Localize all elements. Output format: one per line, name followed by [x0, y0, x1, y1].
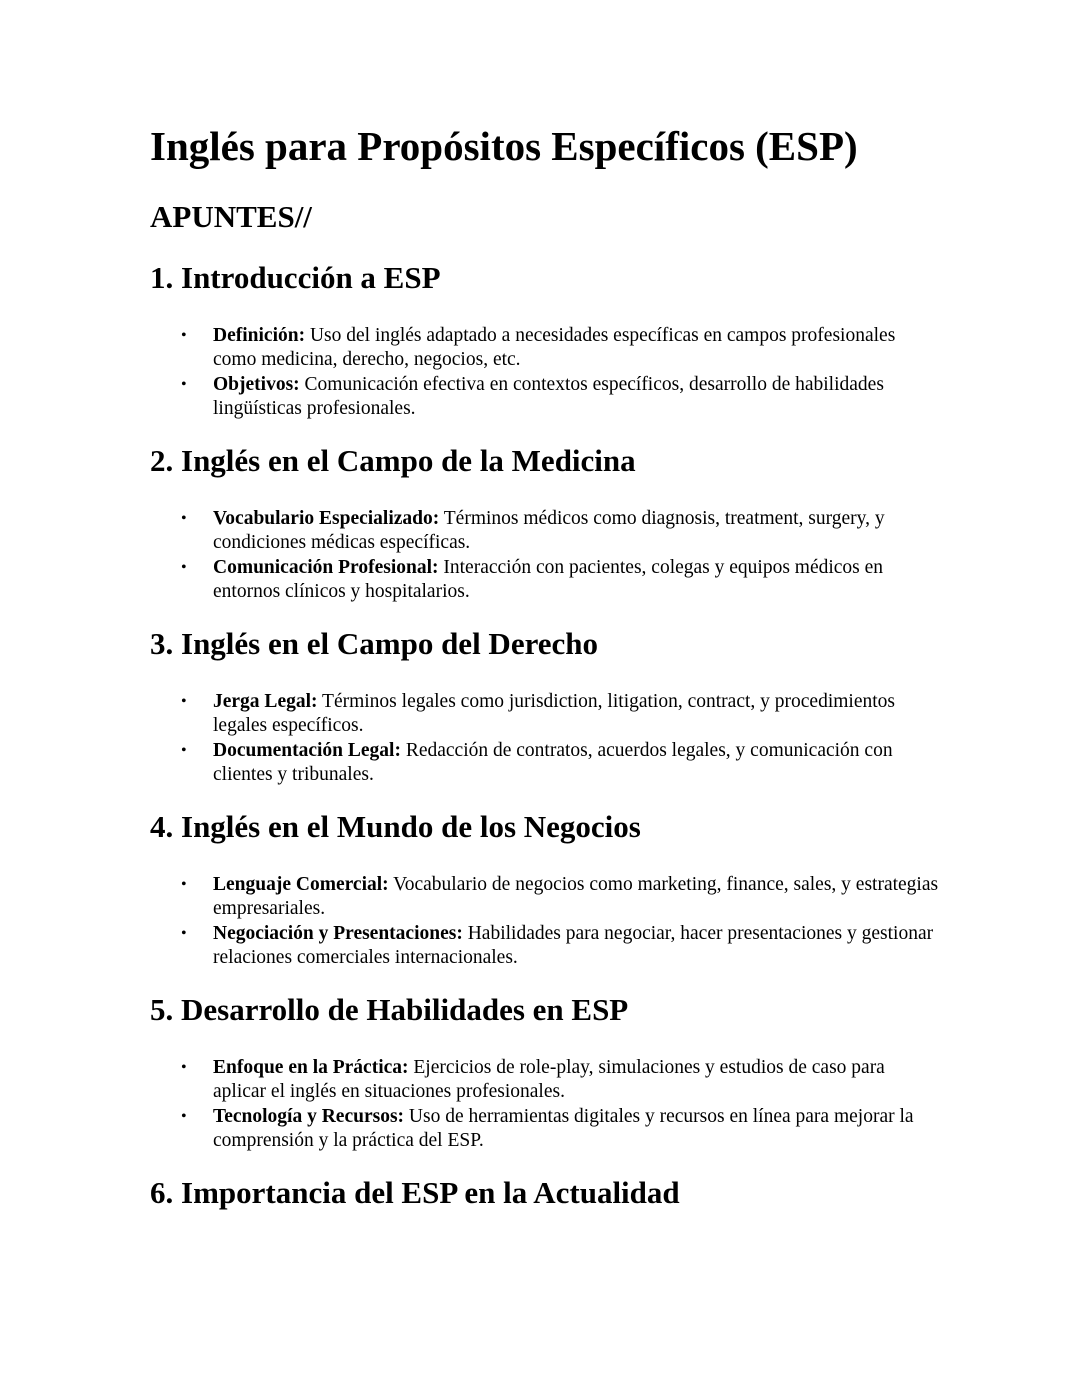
- bullet-list: [150, 1056, 940, 1153]
- section-heading: 3. Inglés en el Campo del Derecho: [150, 626, 599, 661]
- item-term: Enfoque en la Práctica:: [213, 1057, 409, 1079]
- section-importancia: [150, 1176, 940, 1210]
- bullet-icon: •: [181, 876, 187, 894]
- item-text: Ejercicios de role-play, simulaciones y estudios de caso para aplicar el inglés en situaciones profesionales.: [213, 1057, 885, 1103]
- item-text: Comunicación efectiva en contextos específicos, desarrollo de habilidades lingüísticas profesionales.: [213, 373, 884, 419]
- list-item: [150, 873, 940, 922]
- list-item: [150, 373, 940, 422]
- item-term: Objetivos:: [213, 373, 300, 395]
- list-item: [150, 1105, 940, 1154]
- bullet-icon: •: [181, 327, 187, 345]
- item-text: Términos médicos como diagnosis, treatment, surgery, y condiciones médicas específicas.: [213, 508, 885, 554]
- item-text: Interacción con pacientes, colegas y equipos médicos en entornos clínicos y hospitalarios.: [213, 556, 884, 602]
- document-title: Inglés para Propósitos Específicos (ESP): [150, 123, 858, 169]
- item-term: Lenguaje Comercial:: [213, 874, 389, 896]
- list-item: [150, 922, 940, 971]
- section-habilidades: [150, 993, 940, 1153]
- section-introduccion: [150, 261, 940, 421]
- list-item: [150, 507, 940, 556]
- section-heading: 6. Importancia del ESP en la Actualidad: [150, 1175, 680, 1210]
- list-item: [150, 556, 940, 605]
- document-subtitle: APUNTES//: [150, 199, 312, 234]
- bullet-list: [150, 873, 940, 970]
- section-heading: 5. Desarrollo de Habilidades en ESP: [150, 992, 629, 1027]
- item-text: Términos legales como jurisdiction, litigation, contract, y procedimientos legales específicos.: [213, 691, 895, 737]
- bullet-icon: •: [181, 375, 187, 393]
- section-heading: 2. Inglés en el Campo de la Medicina: [150, 443, 636, 478]
- item-text: Habilidades para negociar, hacer presentaciones y gestionar relaciones comerciales internacionales.: [213, 922, 934, 968]
- section-medicina: [150, 444, 940, 604]
- section-heading: 1. Introducción a ESP: [150, 260, 441, 295]
- list-item: [150, 739, 940, 788]
- section-negocios: [150, 810, 940, 970]
- bullet-icon: •: [181, 924, 187, 942]
- item-term: Jerga Legal:: [213, 691, 318, 713]
- item-term: Vocabulario Especializado:: [213, 508, 440, 530]
- item-term: Tecnología y Recursos:: [213, 1105, 405, 1127]
- item-text: Vocabulario de negocios como marketing, finance, sales, y estrategias empresariales.: [213, 874, 939, 920]
- item-text: Uso del inglés adaptado a necesidades específicas en campos profesionales como medicina, derecho, negocios, etc.: [213, 325, 896, 371]
- bullet-icon: •: [181, 741, 187, 759]
- item-term: Documentación Legal:: [213, 739, 401, 761]
- item-text: Redacción de contratos, acuerdos legales, y comunicación con clientes y tribunales.: [213, 739, 893, 785]
- bullet-icon: •: [181, 558, 187, 576]
- bullet-icon: •: [181, 1107, 187, 1125]
- item-term: Comunicación Profesional:: [213, 556, 439, 578]
- bullet-list: [150, 507, 940, 604]
- section-heading: 4. Inglés en el Mundo de los Negocios: [150, 809, 641, 844]
- item-term: Definición:: [213, 325, 306, 347]
- section-derecho: [150, 627, 940, 787]
- bullet-icon: •: [181, 1059, 187, 1077]
- list-item: [150, 324, 940, 373]
- list-item: [150, 690, 940, 739]
- item-text: Uso de herramientas digitales y recursos en línea para mejorar la comprensión y la práctica del ESP.: [213, 1105, 914, 1151]
- bullet-list: [150, 690, 940, 787]
- bullet-icon: •: [181, 693, 187, 711]
- bullet-icon: •: [181, 510, 187, 528]
- item-term: Negociación y Presentaciones:: [213, 922, 463, 944]
- list-item: [150, 1056, 940, 1105]
- bullet-list: [150, 324, 940, 421]
